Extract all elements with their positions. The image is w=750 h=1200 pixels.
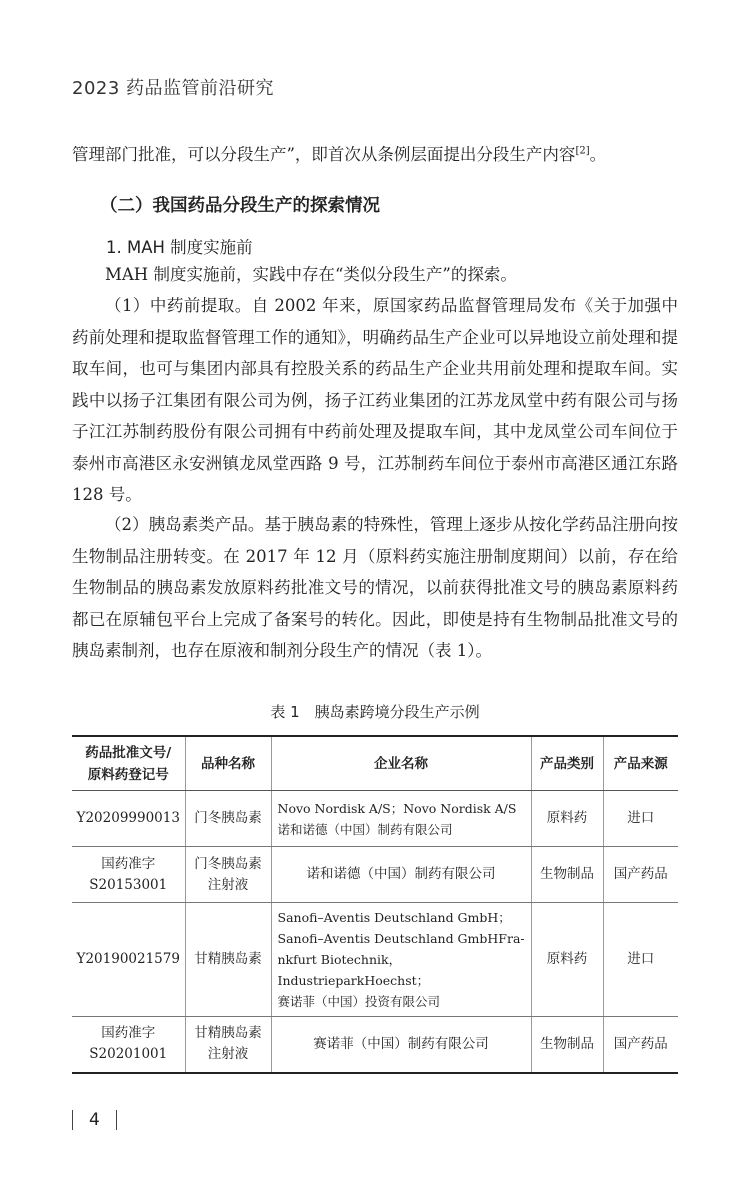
folio-divider [116, 1110, 117, 1130]
paragraph-herbal-extraction: （1）中药前提取。自 2002 年来，原国家药品监督管理局发布《关于加强中药前处理和提取监督管理工作的通知》，明确药品生产企业可以异地设立前处理和提取车间，也可与集团内部具有控股关系的药品生产企业共用前处理和提取车间。实践中以扬子江集团有限公司为例，扬子江药业集团的江苏龙凤堂中药有限公司与扬子江江苏制药股份有限公司拥有中药前处理及提取车间，其中龙凤堂公司车间位于泰州市高港区永安洲镇龙凤堂西路 9 号，江苏制药车间位于泰州市高港区通江东路 128 号。 [72, 296, 678, 504]
paragraph-insulin: （2）胰岛素类产品。基于胰岛素的特殊性，管理上逐步从按化学药品注册向按生物制品注册转变。在 2017 年 12 月（原料药实施注册制度期间）以前，存在给生物制品的胰岛素发放原料药批准文号的情况，以前获得批准文号的胰岛素原料药都已在原辅包平台上完成了备案号的转化。因此，即使是持有生物制品批准文号的胰岛素制剂，也存在原液和制剂分段生产的情况（表 1）。 [72, 515, 678, 660]
section-heading: （二）我国药品分段生产的探索情况 [100, 196, 380, 216]
column-header-source: 产品来源 [603, 736, 678, 791]
column-header-company: 企业名称 [271, 736, 531, 791]
page-footer [72, 1110, 117, 1130]
folio-divider [72, 1110, 73, 1130]
table-caption: 表 1 胰岛素跨境分段生产示例 [270, 703, 480, 721]
continuation-paragraph [72, 139, 678, 171]
table-cell: 诺和诺德（中国）制药有限公司 [271, 847, 531, 903]
paragraph-intro: MAH 制度实施前，实践中存在“类似分段生产”的探索。 [105, 265, 517, 284]
table-cell: 门冬胰岛素 注射液 [185, 847, 271, 903]
table-cell: 生物制品 [531, 1017, 603, 1073]
table-cell: Y20190021579 [72, 903, 185, 1017]
table-cell: Sanofi–Aventis Deutschland GmbH； Sanofi–Aventis Deutschland GmbHFra- nkfurt Biotechnik，IndustrieparkHoechst； 赛诺菲（中国）投资有限公司 [271, 903, 531, 1017]
table-cell: Y20209990013 [72, 791, 185, 847]
table-cell: Novo Nordisk A/S；Novo Nordisk A/S 诺和诺德（中国）制药有限公司 [271, 791, 531, 847]
table-cell: 甘精胰岛素 [185, 903, 271, 1017]
column-header-variety: 品种名称 [185, 736, 271, 791]
table-header-row [72, 736, 678, 791]
column-header-category: 产品类别 [531, 736, 603, 791]
table-cell: 进口 [603, 903, 678, 1017]
continuation-end: 。 [589, 145, 607, 164]
table-cell: 赛诺菲（中国）制药有限公司 [271, 1017, 531, 1073]
table-cell: 国药准字 S20153001 [72, 847, 185, 903]
table-cell: 原料药 [531, 903, 603, 1017]
table-cell: 门冬胰岛素 [185, 791, 271, 847]
table-cell: 进口 [603, 791, 678, 847]
continuation-text: 管理部门批准，可以分段生产”，即首次从条例层面提出分段生产内容 [72, 145, 576, 164]
citation-reference: [2] [575, 145, 590, 157]
table-row [72, 791, 678, 847]
table-row [72, 903, 678, 1017]
page-number: 4 [89, 1110, 100, 1130]
column-header-approval-number: 药品批准文号/ 原料药登记号 [72, 736, 185, 791]
table-row [72, 847, 678, 903]
table-cell: 国产药品 [603, 1017, 678, 1073]
table-cell: 生物制品 [531, 847, 603, 903]
table-cell: 国药准字 S20201001 [72, 1017, 185, 1073]
running-head: 2023 药品监管前沿研究 [72, 78, 275, 99]
table-row [72, 1017, 678, 1073]
subsection-heading: 1. MAH 制度实施前 [106, 238, 253, 257]
table-cell: 原料药 [531, 791, 603, 847]
table-cell: 甘精胰岛素 注射液 [185, 1017, 271, 1073]
table-cell: 国产药品 [603, 847, 678, 903]
insulin-production-table [72, 735, 678, 1074]
